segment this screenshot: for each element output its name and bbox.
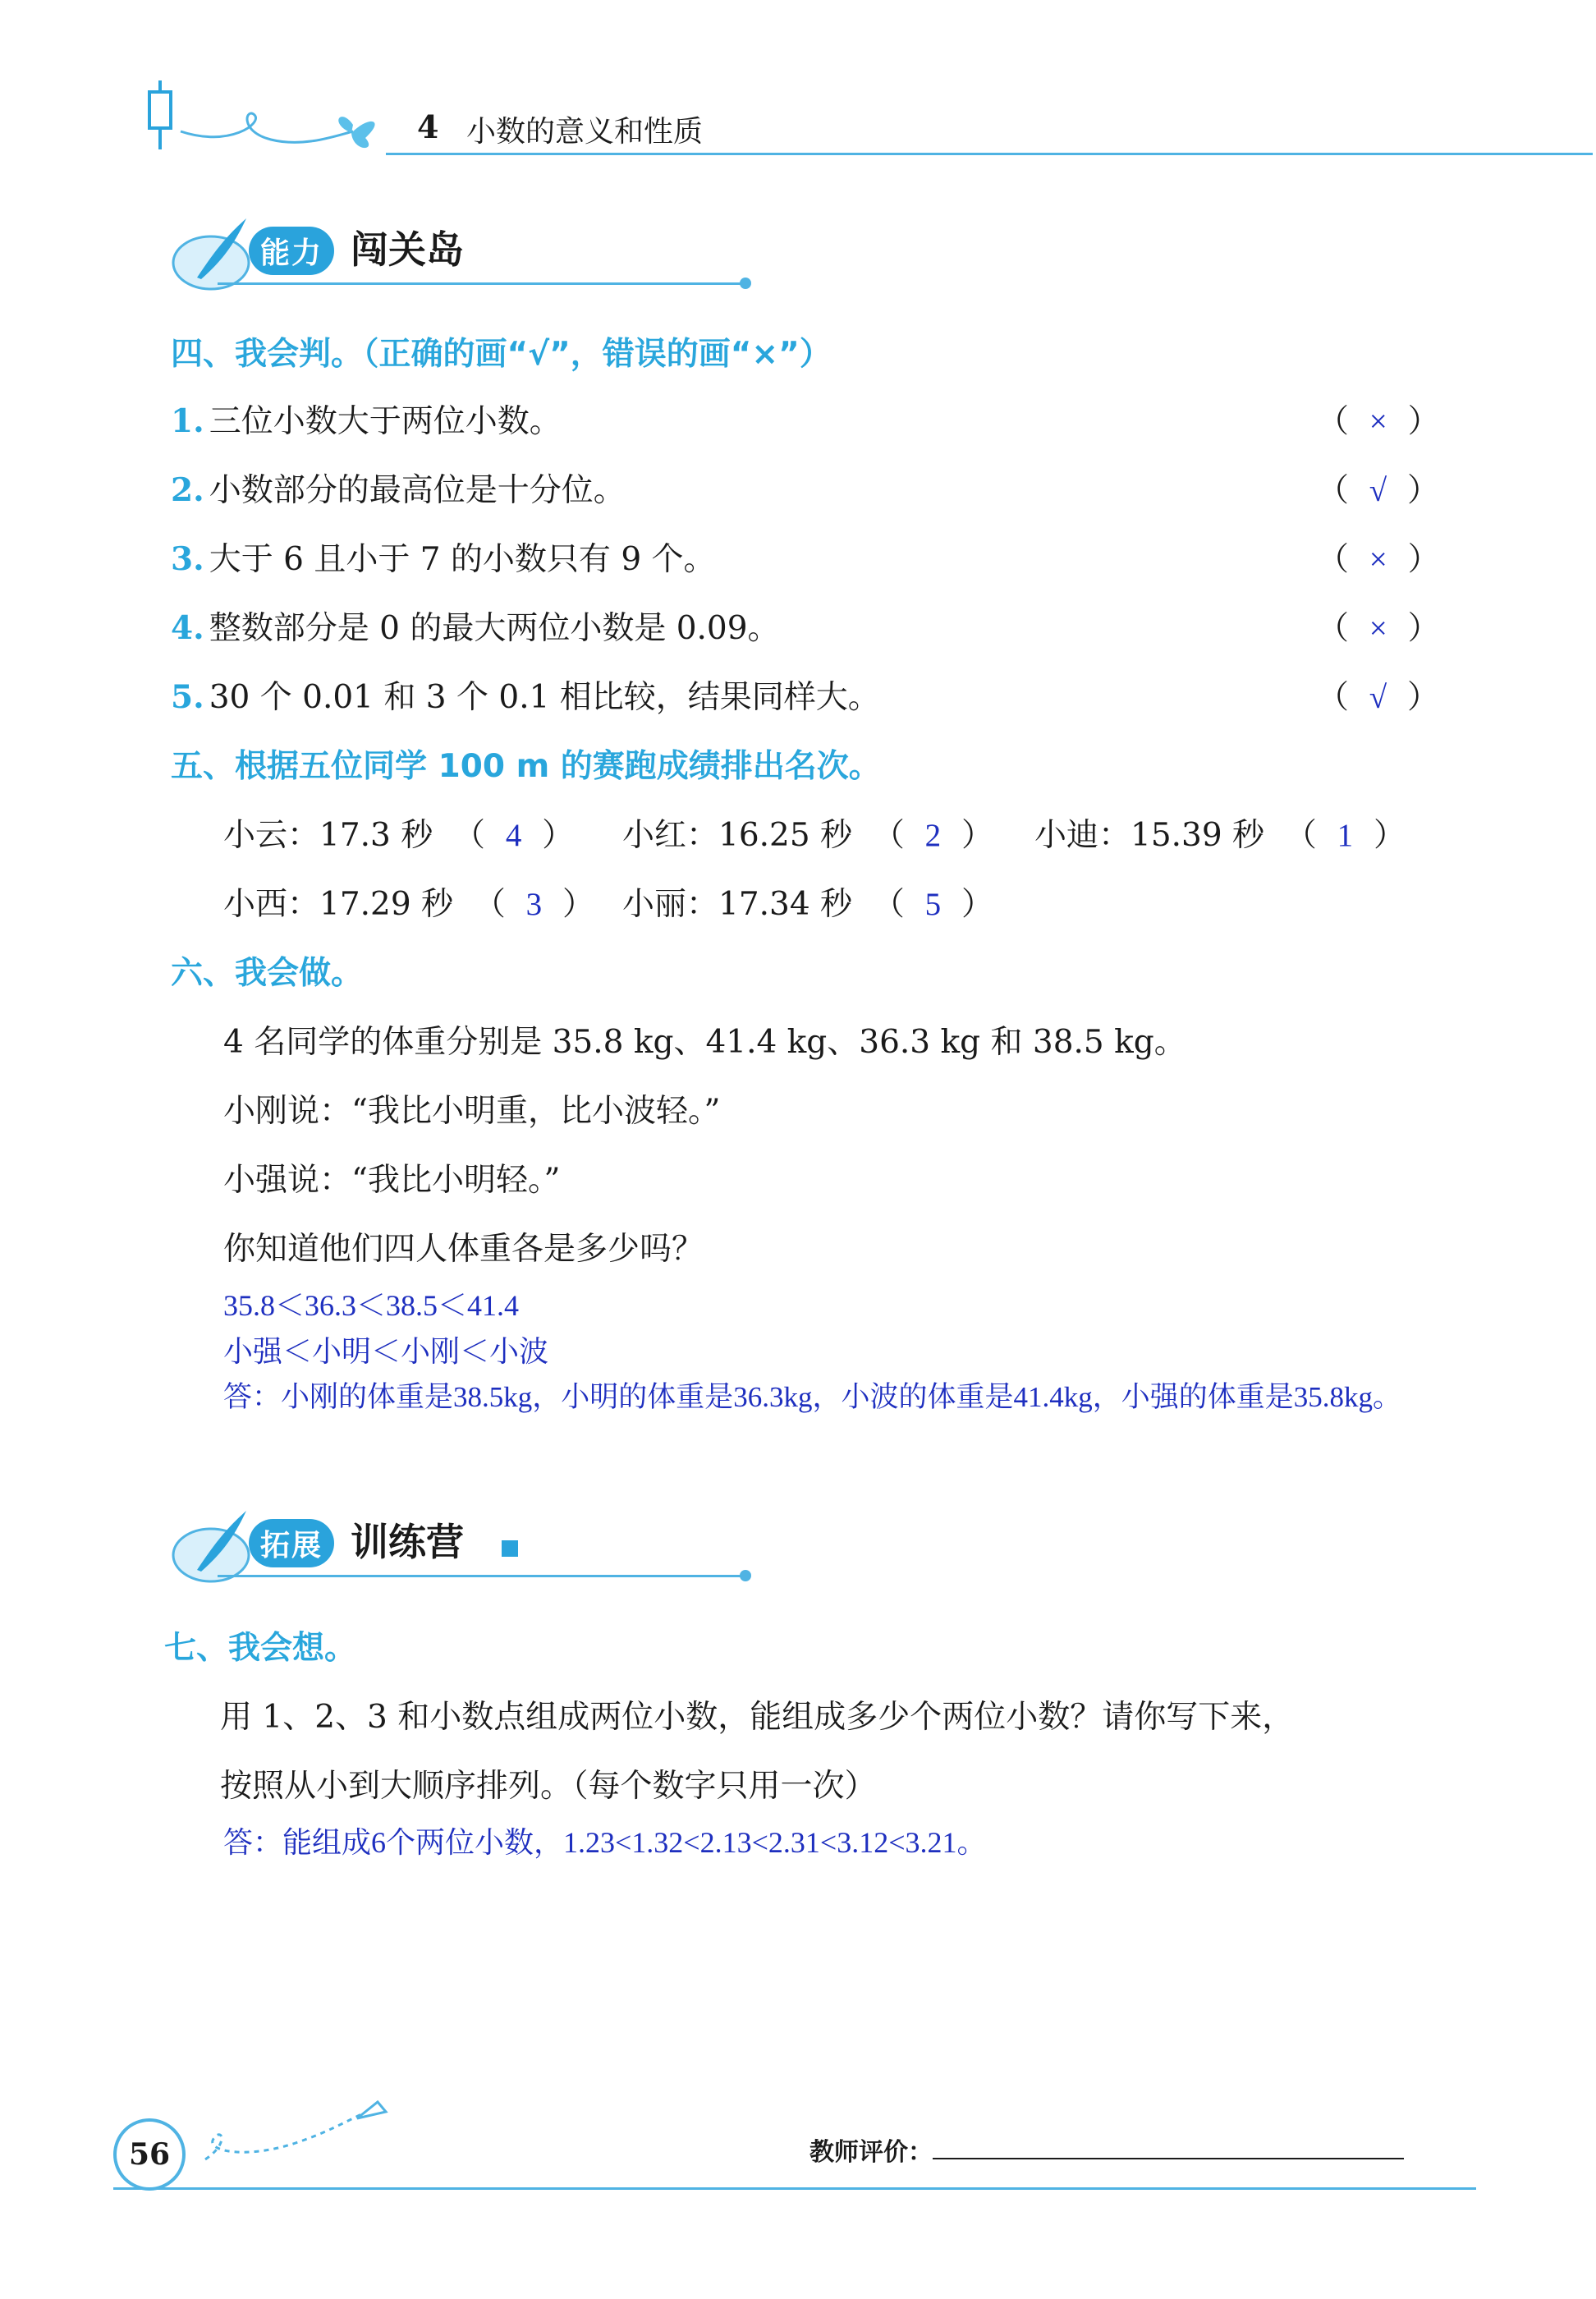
q4-answer-5: （ √ ） bbox=[1317, 679, 1439, 716]
page-number: 56 bbox=[113, 2118, 186, 2191]
q4-item-4 bbox=[171, 603, 780, 649]
q5-entry-4: 小西：17.29 秒 （ 3 ） bbox=[223, 886, 594, 923]
rank-value: 3 bbox=[525, 887, 543, 922]
q7-heading: 七、我会想。 bbox=[164, 1630, 357, 1667]
q4-item-1 bbox=[171, 396, 562, 442]
q5-entry-3: 小迪：15.39 秒 （ 1 ） bbox=[1034, 817, 1406, 854]
entry-label: 小红：16.25 秒 bbox=[622, 817, 853, 854]
item-number: 5. bbox=[171, 678, 204, 716]
section-badge: 拓展 bbox=[249, 1519, 334, 1567]
q5-heading: 五、根据五位同学 100 m 的赛跑成绩排出名次。 bbox=[171, 748, 881, 785]
rank-value: 2 bbox=[924, 818, 942, 853]
q4-answer-1: （ × ） bbox=[1317, 403, 1440, 440]
answer-mark: × bbox=[1369, 404, 1387, 439]
q7-answer: 答：能组成6个两位小数，1.23<1.32<2.13<2.31<3.12<3.21。 bbox=[223, 1826, 987, 1859]
lamp-butterfly-icon bbox=[131, 74, 402, 156]
chapter-title: 小数的意义和性质 bbox=[466, 115, 704, 149]
entry-label: 小云：17.3 秒 bbox=[223, 817, 433, 854]
q5-entry-1: 小云：17.3 秒 （ 4 ） bbox=[223, 817, 575, 854]
q6-line-1: 4 名同学的体重分别是 35.8 kg、41.4 kg、36.3 kg 和 38.5 kg。 bbox=[223, 1024, 1186, 1061]
section-rule-dot bbox=[740, 1570, 751, 1581]
item-text: 小数部分的最高位是十分位。 bbox=[209, 472, 626, 509]
entry-label: 小丽：17.34 秒 bbox=[622, 886, 853, 923]
feather-icon bbox=[168, 1504, 259, 1586]
q6-line-2: 小刚说：“我比小明重，比小波轻。” bbox=[223, 1093, 721, 1130]
footer-rule bbox=[113, 2187, 1476, 2190]
answer-mark: × bbox=[1369, 542, 1387, 577]
q4-item-3 bbox=[171, 534, 716, 580]
q4-answer-4: （ × ） bbox=[1317, 610, 1440, 647]
q4-item-5 bbox=[171, 672, 880, 718]
q5-entry-2: 小红：16.25 秒 （ 2 ） bbox=[622, 817, 993, 854]
item-number: 1. bbox=[171, 402, 204, 440]
rank-value: 1 bbox=[1337, 818, 1354, 853]
q6-line-4: 你知道他们四人体重各是多少吗？ bbox=[223, 1231, 704, 1268]
section-rule bbox=[218, 282, 743, 285]
q4-answer-3: （ × ） bbox=[1317, 541, 1440, 578]
q6-heading: 六、我会做。 bbox=[171, 955, 364, 992]
rank-value: 5 bbox=[924, 887, 942, 922]
q4-answer-2: （ √ ） bbox=[1317, 472, 1439, 509]
rank-value: 4 bbox=[505, 818, 522, 853]
square-deco-icon bbox=[502, 1540, 518, 1557]
section-rule bbox=[218, 1575, 743, 1577]
chapter-number: 4 bbox=[417, 108, 439, 145]
teacher-eval-line bbox=[933, 2158, 1404, 2159]
entry-label: 小迪：15.39 秒 bbox=[1034, 817, 1265, 854]
item-number: 2. bbox=[171, 471, 204, 509]
q6-answer-1: 35.8＜36.3＜38.5＜41.4 bbox=[223, 1289, 520, 1322]
teacher-eval-label: 教师评价： bbox=[809, 2138, 933, 2167]
item-text: 大于 6 且小于 7 的小数只有 9 个。 bbox=[209, 541, 716, 578]
q7-line-2: 按照从小到大顺序排列。（每个数字只用一次） bbox=[220, 1768, 877, 1805]
q4-heading: 四、我会判。（正确的画“√”，错误的画“×”） bbox=[171, 336, 832, 373]
item-number: 3. bbox=[171, 540, 204, 578]
answer-mark: √ bbox=[1369, 473, 1387, 508]
feather-icon bbox=[168, 212, 259, 294]
header-decoration bbox=[131, 74, 402, 156]
item-text: 30 个 0.01 和 3 个 0.1 相比较，结果同样大。 bbox=[209, 679, 880, 716]
section-rule-dot bbox=[740, 278, 751, 289]
q5-entry-5: 小丽：17.34 秒 （ 5 ） bbox=[622, 886, 993, 923]
section-banner-ability bbox=[168, 212, 759, 294]
item-text: 三位小数大于两位小数。 bbox=[209, 403, 562, 440]
section-title: 训练营 bbox=[351, 1520, 464, 1564]
q4-item-2 bbox=[171, 465, 626, 511]
section-title: 闯关岛 bbox=[351, 227, 464, 272]
q6-answer-2: 小强＜小明＜小刚＜小波 bbox=[223, 1335, 549, 1368]
section-banner-extension bbox=[168, 1504, 759, 1586]
item-number: 4. bbox=[171, 609, 204, 647]
item-text: 整数部分是 0 的最大两位小数是 0.09。 bbox=[209, 610, 780, 647]
answer-mark: × bbox=[1369, 611, 1387, 646]
q6-line-3: 小强说：“我比小明轻。” bbox=[223, 1162, 561, 1199]
entry-label: 小西：17.29 秒 bbox=[223, 886, 454, 923]
bird-swirl-icon bbox=[197, 2094, 394, 2176]
q7-line-1: 用 1、2、3 和小数点组成两位小数，能组成多少个两位小数？请你写下来， bbox=[220, 1699, 1295, 1736]
q6-answer-3: 答：小刚的体重是38.5kg，小明的体重是36.3kg，小波的体重是41.4kg，小强的体重是35.8kg。 bbox=[223, 1381, 1402, 1413]
answer-mark: √ bbox=[1369, 680, 1387, 715]
header-rule bbox=[386, 153, 1593, 155]
section-badge: 能力 bbox=[249, 227, 334, 275]
